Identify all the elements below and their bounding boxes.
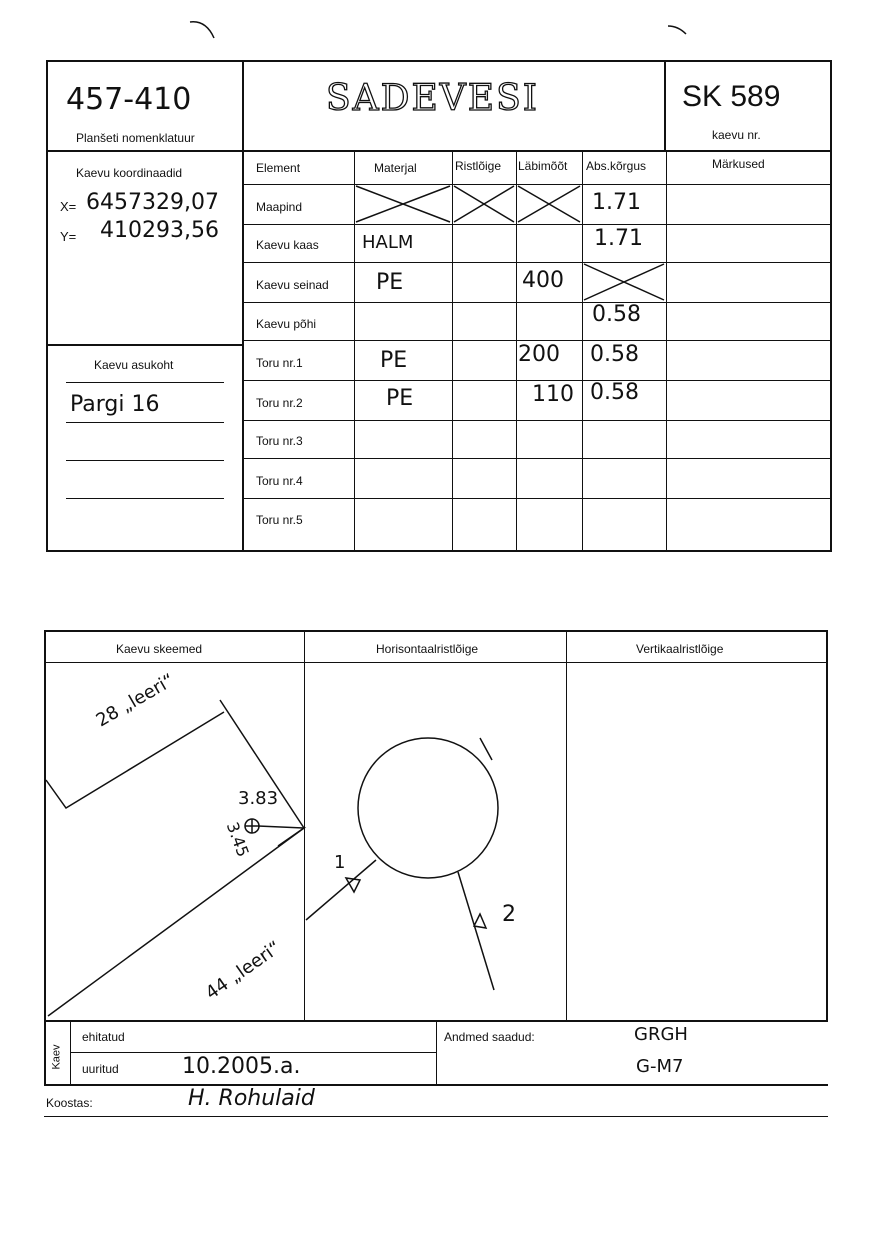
surveyed-label: uuritud: [82, 1062, 119, 1076]
sheet-number: 457-410: [66, 82, 192, 117]
row-label: Toru nr.5: [256, 513, 303, 527]
row-label: Toru nr.4: [256, 474, 303, 488]
built-label: ehitatud: [82, 1030, 125, 1044]
note-top: 28 „leeri“: [92, 669, 179, 732]
pipe-label: 2: [502, 902, 516, 927]
sheet-label: Planšeti nomenklatuur: [76, 131, 195, 145]
page-title: SADEVESI: [326, 78, 539, 119]
cell-material: HALM: [362, 232, 414, 253]
cell-material: PE: [380, 348, 408, 373]
col-header-cross: Ristlõige: [455, 159, 502, 173]
cell-material: PE: [386, 386, 414, 411]
compiled-label: Koostas:: [46, 1096, 93, 1110]
coords-label: Kaevu koordinaadid: [76, 166, 183, 180]
cell-height: 0.58: [590, 342, 639, 367]
x-value: 6457329,07: [86, 190, 219, 215]
col-header-height: Abs.kõrgus: [586, 159, 647, 173]
row-label: Toru nr.2: [256, 396, 303, 410]
y-value: 410293,56: [100, 218, 219, 243]
surveyed-value: 10.2005.a.: [182, 1054, 301, 1079]
row-label: Kaevu kaas: [256, 238, 319, 252]
cell-height: 1.71: [592, 190, 641, 215]
row-label: Maapind: [256, 200, 303, 214]
well-code: SK 589: [682, 80, 781, 113]
sketch-col-header: Vertikaalristlõige: [636, 642, 724, 656]
cell-height: 0.58: [590, 380, 639, 405]
data-received-value: G-M7: [636, 1056, 684, 1077]
footer-side-label: Kaev: [50, 1044, 63, 1070]
row-label: Toru nr.1: [256, 356, 303, 370]
row-label: Kaevu põhi: [256, 317, 317, 331]
cell-height: 0.58: [592, 302, 641, 327]
col-header-diameter: Läbimõõt: [518, 159, 568, 173]
sketch-col-header: Kaevu skeemed: [116, 642, 203, 656]
dim-label: 3.45: [222, 819, 253, 860]
cell-diameter: 110: [532, 382, 574, 407]
well-code-label: kaevu nr.: [712, 128, 761, 142]
cell-height: 1.71: [594, 226, 643, 251]
col-header-notes: Märkused: [712, 157, 765, 171]
location-label: Kaevu asukoht: [94, 358, 174, 372]
col-header-material: Materjal: [374, 161, 417, 175]
data-received-label: Andmed saadud:: [444, 1030, 535, 1044]
data-received-value: GRGH: [634, 1024, 688, 1045]
x-prefix: X=: [60, 199, 77, 214]
y-prefix: Y=: [60, 229, 77, 244]
row-label: Kaevu seinad: [256, 278, 329, 292]
location-value: Pargi 16: [70, 392, 160, 417]
row-label: Toru nr.3: [256, 434, 303, 448]
note-bottom: 44 „leeri“: [201, 936, 285, 1005]
col-header-element: Element: [256, 161, 301, 175]
pipe-label: 1: [334, 852, 346, 873]
compiled-value: H. Rohulaid: [188, 1086, 315, 1111]
dim-label: 3.83: [238, 788, 279, 809]
cell-diameter: 200: [518, 342, 560, 367]
cell-diameter: 400: [522, 268, 564, 293]
sketch-col-header: Horisontaalristlõige: [376, 642, 479, 656]
cell-material: PE: [376, 270, 404, 295]
